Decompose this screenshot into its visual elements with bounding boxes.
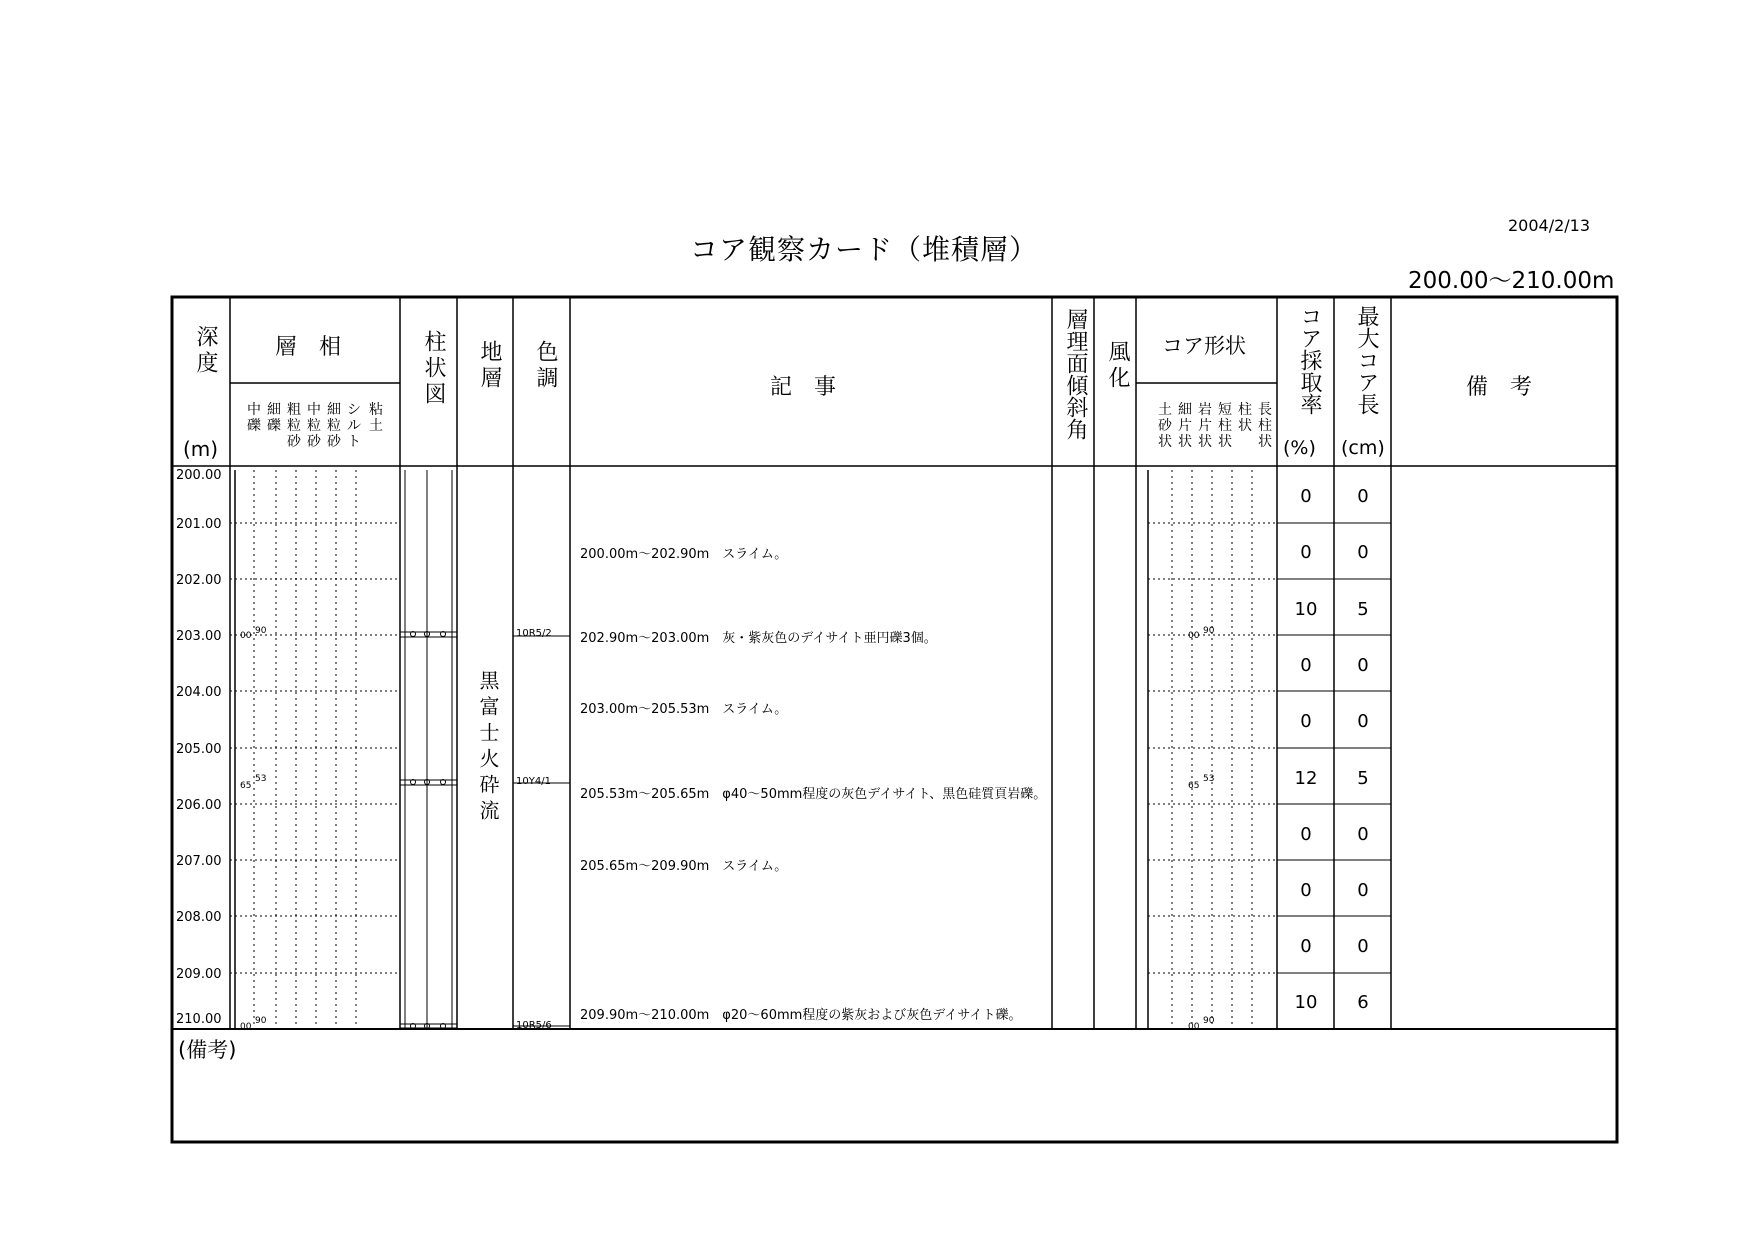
recovery-header: コア採取率	[1297, 305, 1322, 415]
max-core-cell: 6	[1357, 992, 1369, 1013]
recovery-cell: 12	[1294, 768, 1318, 789]
shape-sub-fine-fragment: 細 片 状	[1178, 402, 1192, 450]
recovery-cell: 10	[1294, 599, 1318, 620]
depth-label: 201.00	[176, 517, 222, 532]
recovery-cell: 0	[1300, 936, 1312, 957]
footer-remarks-label: (備考)	[178, 1038, 237, 1062]
depth-label: 210.00	[176, 1012, 222, 1027]
description-row: 202.90m～203.00m 灰・紫灰色のデイサイト亜円礫3個。	[580, 631, 937, 646]
color-code: 10R5/6	[516, 1020, 552, 1031]
depth-unit: (m)	[183, 437, 219, 461]
shape-marker: 90	[1203, 1016, 1215, 1026]
shape-sub-long-column: 長 柱 状	[1258, 402, 1272, 450]
depth-label: 204.00	[176, 685, 222, 700]
depth-label: 207.00	[176, 854, 222, 869]
max-core-cell: 0	[1357, 936, 1369, 957]
recovery-unit: (%)	[1283, 437, 1316, 459]
description-header: 記 事	[770, 375, 837, 400]
max-core-cell: 0	[1357, 824, 1369, 845]
max-core-cell: 5	[1357, 768, 1369, 789]
depth-range: 200.00～210.00m	[1408, 268, 1615, 294]
shape-marker: 00	[1188, 1022, 1200, 1032]
recovery-cell: 0	[1300, 655, 1312, 676]
description-row: 209.90m～210.00m φ20～60mm程度の紫灰および灰色デイサイト礫。	[580, 1008, 1022, 1023]
color-code: 10R5/2	[516, 628, 552, 639]
bedding-dip-header: 層理面傾斜角	[1063, 308, 1088, 440]
max-core-cell: 0	[1357, 542, 1369, 563]
description-row: 203.00m～205.53m スライム。	[580, 702, 788, 717]
facies-marker: 90	[255, 626, 267, 636]
depth-header: 深度	[193, 325, 218, 377]
facies-sub-fine-gravel: 細 礫	[267, 402, 281, 434]
shape-sub-soil: 土 砂 状	[1158, 402, 1172, 450]
description-row: 205.65m～209.90m スライム。	[580, 859, 788, 874]
facies-header: 層 相	[275, 335, 342, 360]
facies-sub-clay: 粘 土	[369, 402, 383, 434]
shape-sub-rock-fragment: 岩 片 状	[1198, 402, 1212, 450]
depth-label: 205.00	[176, 742, 222, 757]
formation-name: 黒富士火砕流	[476, 670, 500, 826]
facies-sub-coarse-sand: 粗 粒 砂	[287, 402, 301, 450]
shape-marker: 65	[1188, 781, 1200, 791]
facies-sub-silt: シ ル ト	[347, 402, 361, 450]
description-row: 200.00m～202.90m スライム。	[580, 547, 788, 562]
shape-marker: 00	[1188, 631, 1200, 641]
max-core-cell: 0	[1357, 486, 1369, 507]
facies-marker: 00	[240, 1022, 252, 1032]
shape-sub-short-column: 短 柱 状	[1218, 402, 1232, 450]
recovery-cell: 0	[1300, 542, 1312, 563]
recovery-cell: 0	[1300, 824, 1312, 845]
card-date: 2004/2/13	[1508, 216, 1591, 235]
max-core-unit: (cm)	[1341, 437, 1385, 459]
column-chart-header: 柱状図	[421, 330, 446, 408]
facies-sub-cobble: 中 礫	[247, 402, 261, 434]
depth-label: 209.00	[176, 967, 222, 982]
max-core-header: 最大コア長	[1354, 305, 1379, 415]
max-core-cell: 0	[1357, 880, 1369, 901]
depth-label: 203.00	[176, 629, 222, 644]
depth-label: 206.00	[176, 798, 222, 813]
shape-marker: 90	[1203, 626, 1215, 636]
formation-header: 地層	[477, 340, 502, 392]
card-title: コア観察カード（堆積層）	[690, 233, 1039, 266]
color-code: 10Y4/1	[516, 776, 551, 787]
recovery-cell: 0	[1300, 880, 1312, 901]
description-row: 205.53m～205.65m φ40～50mm程度の灰色デイサイト、黒色硅質頁岩礫。	[580, 787, 1047, 802]
facies-marker: 90	[255, 1016, 267, 1026]
recovery-cell: 0	[1300, 711, 1312, 732]
depth-label: 202.00	[176, 573, 222, 588]
remarks-header: 備 考	[1466, 375, 1533, 400]
facies-marker: 65	[240, 781, 252, 791]
facies-sub-fine-sand: 細 粒 砂	[327, 402, 341, 450]
depth-label: 200.00	[176, 468, 222, 483]
shape-sub-column: 柱 状	[1238, 402, 1252, 434]
shape-marker: 53	[1203, 774, 1215, 784]
weathering-header: 風化	[1105, 340, 1130, 392]
facies-marker: 53	[255, 774, 267, 784]
core-shape-header: コア形状	[1162, 334, 1246, 358]
recovery-cell: 10	[1294, 992, 1318, 1013]
recovery-cell: 0	[1300, 486, 1312, 507]
max-core-cell: 0	[1357, 711, 1369, 732]
depth-label: 208.00	[176, 910, 222, 925]
color-tone-header: 色調	[533, 340, 558, 392]
facies-sub-medium-sand: 中 粒 砂	[307, 402, 321, 450]
max-core-cell: 0	[1357, 655, 1369, 676]
facies-marker: 00	[240, 631, 252, 641]
max-core-cell: 5	[1357, 599, 1369, 620]
